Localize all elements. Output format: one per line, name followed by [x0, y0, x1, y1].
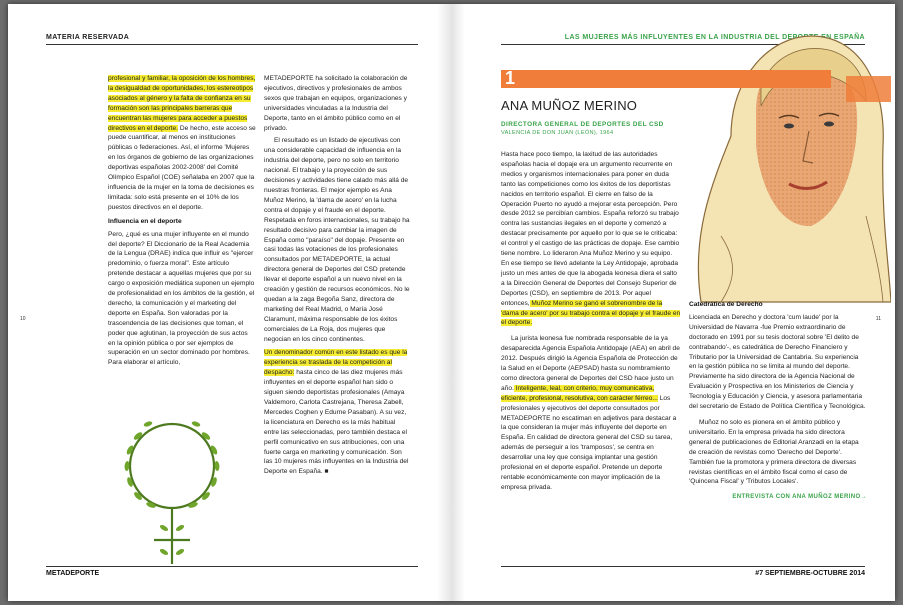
right-column-1 [501, 150, 681, 496]
right-column-2 [689, 296, 867, 506]
rank-number: 1 [505, 68, 516, 88]
header-rule [46, 44, 418, 45]
profile-name: ANA MUÑOZ MERINO [501, 98, 638, 113]
ana-munoz-merino-portrait-illustration [661, 16, 891, 304]
highlighted-text: Muñoz Merino se ganó el sobrenombre de la 'dama de acero' por su trabajo contra el dopaje y el fraude en el deporte. [501, 299, 681, 327]
body-text: Hasta hace poco tiempo, la laxitud de las autoridades españolas hacia el dopaje era un argumento recurrente en medios y organismos internacionales para poner en duda tanto las competiciones como los éxitos de los deportistas nacidos en territorio español. El cierre en falso de la Operación Puerto no ayudó a mejorar esta percepción. Pero desde 2012 se percibían cambios. España reforzó su trabajo contra las sustancias ilegales en el deporte y comenzó a destacar precisamente por aquello por lo que se le criticaba: el control y el castigo de las prácticas de dopaje. Ese cambio tiene nombre. Lo lideraron Ana Muñoz Merino y su equipo. En ese tiempo se llevó adelante la Ley Antidopaje, aprobada justo un mes antes de que la abogada leonesa diera el salto a la Dirección General de Deportes del Consejo Superior de Deportes (CSD), en septiembre de 2013. Por aquel entonces, [501, 151, 680, 307]
left-column-1 [108, 74, 256, 371]
page-number: 10 [20, 316, 26, 322]
body-text: La jurista leonesa fue nombrada responsable de la ya desaparecida Agencia Española Antidopaje (AEA) en abril de 2012. Después dirigió la Agencia Española de Protección de la Salud en el Deporte (AEPSAD) hasta su nombramiento como directora general de Deportes del CSD hace justo un año. [501, 335, 680, 392]
left-column-2 [264, 74, 412, 480]
rank-bar [501, 70, 831, 88]
right-page [451, 4, 895, 601]
magazine-name: METADEPORTE [46, 570, 100, 577]
body-text: Muñoz no solo es pionera en el ámbito público y universitario. En la empresa privada ha sido directora general de publicaciones de Editorial Aranzadi en la etapa de creación de revistas como 'Derecho del Deporte'. También fue la promotora y primera directora de diversas revistas científicas en el ámbito fiscal como el caso de 'Quincena Fiscal' y 'Tributos Locales'. [689, 418, 859, 486]
body-text: hasta cinco de las diez mujeres más influyentes en el deporte español han sido o siguen siendo deportistas profesionales (Amaya Valdemoro, Carlota Castrejana, Theresa Zabell, Mercedes Coghen y Edurne Pasaban). A su vez, la licenciatura en Derecho es la más habitual entre las seleccionadas, pero también destaca el perfil comunicativo en sus atribuciones, con una fuerte carga en marketing y comunicación. Son las 10 mujeres más influyentes en la Industria del Deporte en España. [264, 369, 409, 476]
body-text: El resultado es un listado de ejecutivas con una considerable capacidad de influencia en la industria del deporte, pero no solo en territorio nacional. El trabajo y la proyección de sus decisiones y actividades tiene calado más allá de nuestras fronteras. El mejor ejemplo es Ana Muñoz Merino, la 'dama de acero' en la lucha contra el dopaje y el fraude en el deporte. Respetada en foros internacionales, su trabajo ha resultado decisivo para cambiar la imagen de España como "paraíso" del dopaje. Presente en casi todas las votaciones de los profesionales consultados por METADEPORTE, la actual directora general de Deportes del CSD pretende llevar el deporte español a un nuevo nivel en la creación y gestión de recursos económicos. No le quedan a la zaga Begoña Sanz, directora de marketing del Real Madrid, o María José Claramunt, máxima responsable de los éxitos comerciales de La Roja, dos mujeres que negocian en los cinco continentes. [264, 137, 410, 343]
footer-rule [46, 566, 418, 567]
body-text: Pero, ¿qué es una mujer influyente en el mundo del deporte? El Diccionario de la Real Academia de la Lengua (DRAE) indica que influir es "ejercer predominio, o fuerza moral". Este artículo pretende destacar a aquellas mujeres que por su cargo o exposición mediática suponen un ejemplo de profesionalidad en los ámbitos de la gestión, el derecho, la comunicación y el marketing del deporte en España. Son valoradas por la trascendencia de las decisiones que toman, el poder que aglutinan, la proyección de sus actos en la opinión pública o por ser ejemplos de superación en un sector dominado por hombres. Para elaborar el artículo, [108, 230, 255, 367]
body-text: Los profesionales y ejecutivos del deporte consultados por METADEPORTE no escatiman en adjetivos para destacar a la que consideran la mujer más influyente del deporte en España. En calidad de directora general del CSD su tarea, además de perseguir a los 'tramposos', se centra en desarrollar una ley que consiga implantar una gestión profesional en el deporte español. Pretende un deporte rentable económicamente con mayor implicación de la empresa privada. [501, 394, 677, 491]
highlighted-text: Inteligente, leal, con criterio, muy comunicativa, eficiente, profesional, resolutiva, con carácter férreo... [501, 384, 658, 402]
body-text: De hecho, este acceso se puede cuantificar, al menos en instituciones públicas o federaciones. Así, el informe 'Mujeres en los órganos de gobierno de las organizaciones deportivas españolas 2002-2008' del Comité Olímpico Español (COE) señalaba en 2007 que la influencia de la mujer en la toma de decisiones es limitada: solo está presente en el 10% de los puestos directivos en el deporte. [108, 124, 256, 211]
interview-credit: ENTREVISTA CON ANA MUÑOZ MERINO→ [732, 494, 867, 501]
body-text: Licenciada en Derecho y doctora 'cum laude' por la Universidad de Navarra -fue Premio extraordinario de doctorado en 1991 por su tesis doctoral sobre 'El delito de contrabando'-, es catedrática de Derecho Financiero y Tributario por la Universidad de Cantabria. Su experiencia en la gestión pública no se limita al mundo del deporte. Previamente ha sido directora de la Agencia Nacional de Evaluación y Prospectiva en los Ministerios de Ciencia y Tecnología y Educación y Ciencia, y asesora parlamentaria del secretario de Estado de Política Científica y Tecnológica. [689, 313, 866, 411]
section-header: LAS MUJERES MÁS INFLUYENTES EN LA INDUSTRIA DEL DEPORTE EN ESPAÑA [564, 34, 865, 41]
magazine-spread [8, 4, 895, 601]
highlighted-text: Un denominador común en este listado es que la experiencia se traslada de la competición al despacho: [264, 349, 408, 377]
body-text: METADEPORTE ha solicitado la colaboración de ejecutivos, directivos y profesionales de ambos sexos que trabajan en equipos, organizaciones y universidades vinculadas a la Industria del Deporte, tanto en el ámbito público como en el privado. [264, 75, 408, 132]
profile-location: VALENCIA DE DON JUAN (LEÓN), 1964 [501, 130, 614, 136]
issue-date: #7 SEPTIEMBRE-OCTUBRE 2014 [755, 570, 865, 577]
footer-rule [501, 566, 865, 567]
subheading: Catedrática de Derecho [689, 301, 763, 308]
subheading: Influencia en el deporte [108, 217, 182, 225]
female-symbol-laurel-illustration [108, 408, 238, 568]
left-page [8, 4, 451, 601]
highlighted-text: profesional y familiar, la oposición de los hombres, la desigualdad de oportunidades, los estereotipos asociados al género y la falta de confianza en su formación son las principales barreras que encuentran las mujeres para acceder a puestos directivos en el deporte. [108, 75, 256, 132]
section-header: MATERIA RESERVADA [46, 34, 130, 41]
end-mark: ■ [324, 468, 329, 476]
profile-role: DIRECTORA GENERAL DE DEPORTES DEL CSD [501, 121, 664, 128]
page-number: 11 [875, 316, 881, 322]
